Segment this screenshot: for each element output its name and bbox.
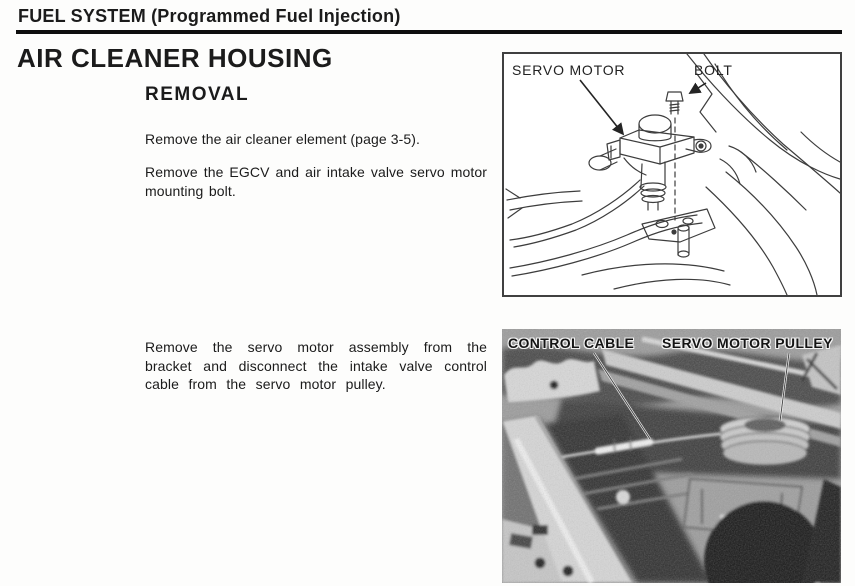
subsection-title: REMOVAL xyxy=(145,84,250,105)
label-arrows xyxy=(580,80,706,134)
servo-motor-line-drawing-icon xyxy=(504,54,840,295)
figure-servo-pulley-photo xyxy=(502,329,841,583)
page-header: FUEL SYSTEM (Programmed Fuel Injection) xyxy=(18,6,401,26)
instruction-paragraph-2: Remove the EGCV and air intake valve servo motor mounting bolt. xyxy=(145,164,487,199)
section-title: AIR CLEANER HOUSING xyxy=(17,43,333,73)
header-rule xyxy=(16,30,842,34)
instruction-paragraph-1: Remove the air cleaner element (page 3-5). xyxy=(145,131,421,147)
photo-label-control-cable: CONTROL CABLE xyxy=(508,335,635,351)
instruction-paragraph-3: Remove the servo motor assembly from the bracket and disconnect the intake valve control cable from the servo motor pulley. xyxy=(145,339,487,392)
figure-label-bolt: BOLT xyxy=(694,62,733,78)
figure-label-servo-motor: SERVO MOTOR xyxy=(512,62,626,78)
engine-photo-illustration-icon xyxy=(502,329,841,583)
photo-label-servo-motor-pulley: SERVO MOTOR PULLEY xyxy=(662,335,833,351)
figure-servo-motor-diagram xyxy=(502,52,842,297)
